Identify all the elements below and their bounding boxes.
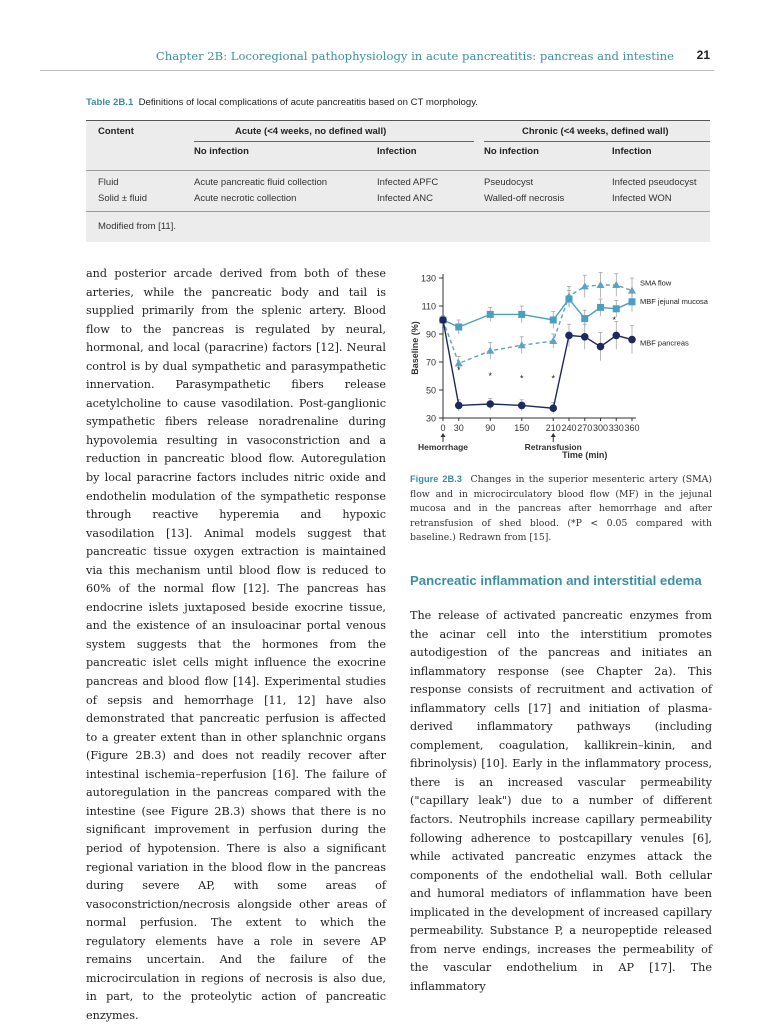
significance-star: *: [612, 314, 617, 325]
chronic-group-rule: [484, 141, 710, 142]
sub-header-acute-infection: Infection: [377, 146, 417, 157]
table-cell: Solid ± fluid: [98, 193, 148, 204]
page-number: 21: [696, 48, 710, 62]
data-point: [518, 311, 525, 318]
x-tick-label: 30: [453, 423, 464, 433]
table-cell: Infected ANC: [377, 193, 433, 204]
x-tick-label: 300: [592, 423, 609, 433]
data-point: [486, 400, 494, 408]
significance-star: *: [456, 365, 461, 376]
figure-caption: [410, 472, 712, 546]
col-group-chronic: Chronic (<4 weeks, defined wall): [522, 126, 669, 137]
data-point: [486, 347, 494, 354]
data-point: [581, 315, 588, 322]
x-tick-label: 240: [561, 423, 577, 433]
y-tick-label: 130: [420, 273, 436, 284]
series-line: [443, 299, 632, 327]
table-cell: Infected pseudocyst: [612, 177, 697, 188]
data-point: [597, 281, 605, 288]
table-cell: Infected WON: [612, 193, 672, 204]
body-rule: [86, 211, 710, 212]
y-tick-label: 30: [425, 413, 436, 424]
col-group-acute: Acute (<4 weeks, no defined wall): [235, 126, 387, 137]
figure-label: Figure 2B.3: [410, 474, 462, 484]
series-line: [443, 285, 632, 363]
sub-header-acute-no-infection: No infection: [194, 146, 249, 157]
data-point: [565, 332, 573, 340]
chapter-title: Chapter 2B: Locoregional pathophysiology in acute pancreatitis: pancreas and intestine: [155, 49, 674, 63]
x-tick-label: 360: [624, 423, 640, 433]
data-point: [597, 304, 604, 311]
data-point: [581, 333, 589, 341]
data-point: [566, 296, 573, 303]
series-label: SMA flow: [640, 278, 672, 288]
series-label: MBF jejunal mucosa: [640, 296, 708, 306]
complications-table: [86, 120, 710, 242]
section-heading: Pancreatic inflammation and interstitial edema: [410, 573, 702, 588]
sub-header-chronic-infection: Infection: [612, 146, 652, 157]
col-header-content: Content: [98, 126, 134, 137]
event-label: Retransfusion: [524, 442, 582, 452]
table-cell: Walled-off necrosis: [484, 193, 565, 204]
table-caption-text: Definitions of local complications of acute pancreatitis based on CT morphology.: [138, 97, 478, 108]
table-footnote: Modified from [11].: [98, 221, 176, 232]
series-line: [443, 320, 632, 408]
y-tick-label: 110: [421, 301, 436, 312]
table-top-rule: [86, 120, 710, 121]
data-point: [439, 316, 447, 324]
right-column-text: [410, 607, 712, 996]
figure-caption-text: Changes in the superior mesenteric artery (SMA) flow and in microcirculatory blood flow (MF) in the jejunal mucosa and in the pancreas after hemorrhage and after retransfusion of shed blood. (*P < 0.05 compared with baseline.) Redrawn from [15].: [410, 474, 712, 543]
sub-header-chronic-no-infection: No infection: [484, 146, 539, 157]
running-header: [40, 46, 714, 71]
y-tick-label: 70: [425, 357, 436, 368]
y-tick-label: 50: [425, 385, 436, 396]
event-arrow-head: [441, 433, 446, 437]
data-point: [549, 404, 557, 412]
x-tick-label: 210: [545, 423, 561, 433]
body-paragraph: The release of activated pancreatic enzymes from the acinar cell into the interstitium promotes autodigestion of the pancreas and initiates an inflammatory response (see Chapter 2a). This response consists of recruitment and activation of inflammatory cells [17] and initiation of plasma-derived inflammatory pathways (including complement, coagulation, kallikrein–kinin, and fibrinolysis) [10]. Early in the inflammatory process, there is an increased vascular permeability ("capillary leak") due to a number of different factors. Neutrophils increase capillary permeability following adherence to postcapillary venules [6], while activated pancreatic enzymes attack the components of the endothelial wall. Both cellular and humoral mediators of inflammation have been implicated in the development of increased capillary permeability. Substance P, a neuropeptide released from nerve endings, increases the permeability of the vascular endothelium in AP [17]. The inflammatory: [410, 609, 712, 993]
flow-chart: [408, 266, 713, 471]
data-point: [550, 317, 557, 324]
data-point: [629, 298, 636, 305]
data-point: [455, 324, 462, 331]
x-axis-label: Time (min): [562, 450, 608, 460]
table-caption: [86, 97, 478, 108]
data-point: [612, 332, 620, 340]
x-tick-label: 270: [577, 423, 593, 433]
significance-star: *: [488, 370, 493, 381]
y-tick-label: 90: [425, 329, 436, 340]
left-column-text: [86, 265, 386, 1025]
x-tick-label: 90: [485, 423, 496, 433]
data-point: [628, 336, 636, 344]
x-tick-label: 0: [440, 423, 446, 433]
table-cell: Infected APFC: [377, 177, 439, 188]
data-point: [549, 337, 557, 344]
data-point: [518, 402, 526, 410]
table-cell: Fluid: [98, 177, 119, 188]
figure-2b3: [408, 266, 713, 471]
y-axis-label: Baseline (%): [410, 321, 420, 375]
x-tick-label: 150: [514, 423, 530, 433]
significance-star: *: [519, 373, 524, 384]
table-cell: Acute pancreatic fluid collection: [194, 177, 328, 188]
significance-star: *: [551, 373, 556, 384]
header-rule: [86, 170, 710, 171]
series-label: MBF pancreas: [640, 338, 689, 348]
table-label: Table 2B.1: [86, 97, 134, 108]
event-label: Hemorrhage: [417, 442, 469, 452]
body-paragraph: and posterior arcade derived from both of these arteries, while the pancreatic body and tail is supplied primarily from the splenic artery. Blood flow to the pancreas is regulated by neural, hormonal, and local (paracrine) factors [12]. Neural control is by dual sympathetic and parasympathetic innervation. Parasympathetic fibers release acetylcholine to cause vasodilation. Post-ganglionic sympathetic fibers release noradrenaline during hypovolemia resulting in vasoconstriction and a reduction in pancreatic blood flow. Autoregulation by local paracrine factors includes nitric oxide and endothelin modulation of the sympathetic response through reactive hyperemia and hypoxic vasodilation [13]. Animal models suggest that pancreatic tissue oxygen extraction is maintained via this mechanism until blood flow is reduced to 60% of the normal flow [12]. The pancreas has endocrine islets juxtaposed beside exocrine tissue, and the existence of an insuloacinar portal venous system suggests that the hormones from the pancreatic islet cells might influence the exocrine pancreas and blood flow [14]. Experimental studies of sepsis and hemorrhage [11, 12] have also demonstrated that pancreatic perfusion is affected to a greater extent than in other splanchnic organs (Figure 2B.3) and does not readily recover after intestinal ischemia–reperfusion [16]. The failure of autoregulation in the pancreas compared with the intestine (see Figure 2B.3) shows that there is no significant improvement in perfusion during the period of hypotension. There is also a significant regional variation in the blood flow in the pancreas during severe AP, with some areas of vasoconstriction/necrosis alongside other areas of normal perfusion. The extent to which the regulatory elements have a role in severe AP remains uncertain. And the failure of the microcirculation in regions of necrosis is also due, in part, to the proteolytic action of pancreatic enzymes.: [86, 267, 386, 1022]
data-point: [597, 343, 605, 351]
table-cell: Pseudocyst: [484, 177, 534, 188]
table-cell: Acute necrotic collection: [194, 193, 297, 204]
data-point: [613, 305, 620, 312]
event-arrow-head: [551, 433, 556, 437]
x-tick-label: 330: [608, 423, 624, 433]
acute-group-rule: [194, 141, 474, 142]
data-point: [487, 311, 494, 318]
data-point: [455, 402, 463, 410]
